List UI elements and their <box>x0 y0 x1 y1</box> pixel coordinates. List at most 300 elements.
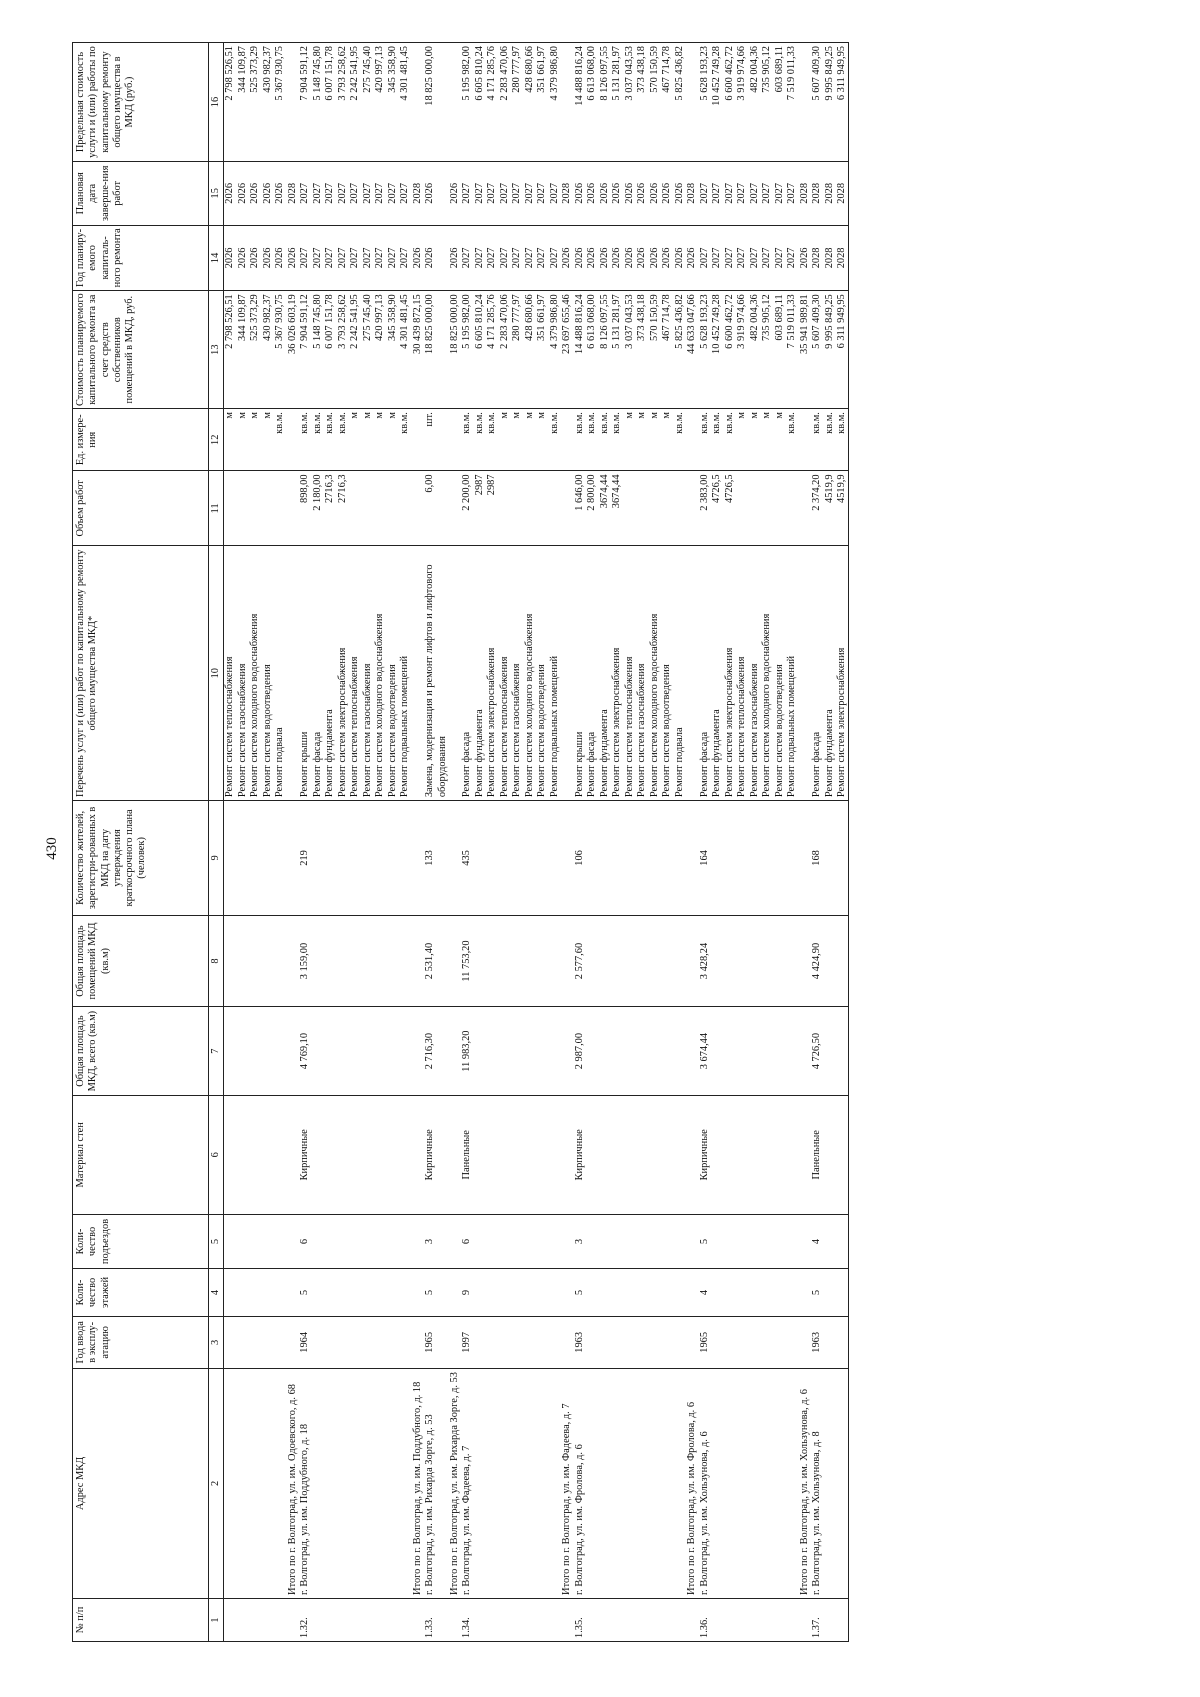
unit-cell: м <box>524 409 536 471</box>
row-index <box>636 1598 648 1641</box>
total-area-cell <box>524 1007 536 1095</box>
volume-cell <box>249 471 261 546</box>
volume-cell: 3674,44 <box>599 471 611 546</box>
planned-year-cell: 2026 <box>799 225 811 291</box>
volume-cell: 6,00 <box>424 471 449 546</box>
row-index <box>499 1598 511 1641</box>
unit-cell: м <box>736 409 748 471</box>
table-row <box>836 43 849 1642</box>
cost-cell: 6 007 151,78 <box>324 291 336 409</box>
unit-cell: м <box>511 409 523 471</box>
row-index <box>649 1598 661 1641</box>
planned-year-cell: 2026 <box>274 225 286 291</box>
floors-cell <box>224 1269 237 1317</box>
column-number: 1 <box>209 1598 224 1641</box>
completion-date-cell: 2026 <box>649 162 661 225</box>
residents-cell <box>561 801 573 915</box>
unit-cell: кв.м. <box>399 409 411 471</box>
premises-area-cell <box>649 915 661 1007</box>
residents-cell <box>624 801 636 915</box>
work-type-cell: Ремонт фундамента <box>711 546 723 801</box>
address-cell <box>362 1368 374 1598</box>
floors-cell <box>486 1269 498 1317</box>
total-area-cell <box>799 1007 811 1095</box>
entrances-cell <box>249 1214 261 1268</box>
total-area-cell <box>786 1007 798 1095</box>
entrances-cell <box>724 1214 736 1268</box>
residents-cell <box>824 801 836 915</box>
cost-cell: 5 628 193,23 <box>699 291 711 409</box>
work-type-cell: Ремонт систем холодного водоснабжения <box>249 546 261 801</box>
completion-date-cell: 2027 <box>374 162 386 225</box>
unit-cell: кв.м. <box>549 409 561 471</box>
row-index <box>362 1598 374 1641</box>
work-type-cell: Ремонт систем электроснабжения <box>836 546 849 801</box>
planned-year-cell: 2026 <box>287 225 299 291</box>
premises-area-cell <box>349 915 361 1007</box>
floors-cell <box>536 1269 548 1317</box>
table-row <box>474 43 486 1642</box>
floors-cell <box>249 1269 261 1317</box>
row-index <box>274 1598 286 1641</box>
table-row <box>586 43 598 1642</box>
floors-cell <box>586 1269 598 1317</box>
table-row <box>299 43 311 1642</box>
year-cell <box>536 1316 548 1368</box>
unit-cell <box>561 409 573 471</box>
residents-cell <box>324 801 336 915</box>
work-type-cell <box>412 546 424 801</box>
column-number: 5 <box>209 1214 224 1268</box>
planned-year-cell: 2026 <box>674 225 686 291</box>
unit-cell <box>449 409 461 471</box>
premises-area-cell <box>399 915 411 1007</box>
work-type-cell <box>686 546 698 801</box>
column-number: 4 <box>209 1269 224 1317</box>
table-row <box>349 43 361 1642</box>
limit-cost-cell <box>799 43 811 162</box>
planned-year-cell: 2027 <box>724 225 736 291</box>
entrances-cell <box>362 1214 374 1268</box>
year-cell <box>486 1316 498 1368</box>
limit-cost-cell: 7 519 011,33 <box>786 43 798 162</box>
floors-cell <box>799 1269 811 1317</box>
column-header: Объем работ <box>73 471 209 546</box>
column-number: 10 <box>209 546 224 801</box>
wall-material-cell <box>611 1095 623 1214</box>
planned-year-cell: 2027 <box>549 225 561 291</box>
volume-cell: 2 800,00 <box>586 471 598 546</box>
volume-cell <box>387 471 399 546</box>
entrances-cell <box>399 1214 411 1268</box>
unit-cell: кв.м. <box>836 409 849 471</box>
row-index <box>724 1598 736 1641</box>
address-cell <box>324 1368 336 1598</box>
volume-cell: 4726,5 <box>724 471 736 546</box>
wall-material-cell <box>524 1095 536 1214</box>
row-index <box>686 1598 698 1641</box>
entrances-cell <box>736 1214 748 1268</box>
unit-cell: м <box>249 409 261 471</box>
floors-cell <box>549 1269 561 1317</box>
entrances-cell <box>674 1214 686 1268</box>
planned-year-cell: 2026 <box>636 225 648 291</box>
premises-area-cell <box>549 915 561 1007</box>
table-row <box>287 43 299 1642</box>
total-area-cell <box>474 1007 486 1095</box>
volume-cell <box>649 471 661 546</box>
wall-material-cell <box>786 1095 798 1214</box>
completion-date-cell: 2026 <box>661 162 673 225</box>
completion-date-cell: 2027 <box>786 162 798 225</box>
column-number: 13 <box>209 291 224 409</box>
wall-material-cell <box>724 1095 736 1214</box>
cost-cell: 35 941 989,81 <box>799 291 811 409</box>
table-row <box>412 43 424 1642</box>
premises-area-cell <box>661 915 673 1007</box>
completion-date-cell: 2028 <box>811 162 823 225</box>
residents-cell <box>312 801 324 915</box>
residents-cell <box>362 801 374 915</box>
premises-area-cell <box>262 915 274 1007</box>
planned-year-cell: 2028 <box>824 225 836 291</box>
unit-cell: кв.м. <box>274 409 286 471</box>
wall-material-cell <box>486 1095 498 1214</box>
work-type-cell: Ремонт систем водоотведения <box>774 546 786 801</box>
year-cell <box>287 1316 299 1368</box>
cost-cell: 3 793 258,62 <box>337 291 349 409</box>
address-cell <box>611 1368 623 1598</box>
total-area-cell <box>611 1007 623 1095</box>
entrances-cell <box>761 1214 773 1268</box>
total-area-cell <box>387 1007 399 1095</box>
limit-cost-cell: 14 488 816,24 <box>574 43 586 162</box>
address-cell: Итого по г. Волгоград, ул. им. Фролова, д. 6 <box>686 1368 698 1598</box>
cost-cell: 280 777,97 <box>511 291 523 409</box>
year-cell <box>362 1316 374 1368</box>
volume-cell <box>536 471 548 546</box>
table-row <box>611 43 623 1642</box>
work-type-cell: Ремонт подвальных помещений <box>549 546 561 801</box>
planned-year-cell: 2027 <box>399 225 411 291</box>
total-area-cell <box>599 1007 611 1095</box>
limit-cost-cell <box>561 43 573 162</box>
work-type-cell: Ремонт систем теплоснабжения <box>349 546 361 801</box>
volume-cell <box>761 471 773 546</box>
entrances-cell <box>536 1214 548 1268</box>
completion-date-cell: 2027 <box>324 162 336 225</box>
column-number: 2 <box>209 1368 224 1598</box>
planned-year-cell: 2027 <box>387 225 399 291</box>
volume-cell <box>449 471 461 546</box>
completion-date-cell: 2027 <box>362 162 374 225</box>
work-type-cell: Ремонт систем холодного водоснабжения <box>374 546 386 801</box>
unit-cell: шт. <box>424 409 449 471</box>
floors-cell <box>312 1269 324 1317</box>
unit-cell: м <box>661 409 673 471</box>
wall-material-cell <box>337 1095 349 1214</box>
wall-material-cell <box>349 1095 361 1214</box>
total-area-cell <box>312 1007 324 1095</box>
limit-cost-cell: 4 171 285,76 <box>486 43 498 162</box>
wall-material-cell <box>536 1095 548 1214</box>
unit-cell: кв.м. <box>461 409 473 471</box>
completion-date-cell: 2026 <box>599 162 611 225</box>
year-cell <box>774 1316 786 1368</box>
limit-cost-cell: 344 109,87 <box>237 43 249 162</box>
total-area-cell <box>324 1007 336 1095</box>
entrances-cell <box>549 1214 561 1268</box>
volume-cell: 2716,3 <box>337 471 349 546</box>
table-row <box>674 43 686 1642</box>
work-type-cell: Ремонт систем электроснабжения <box>486 546 498 801</box>
wall-material-cell <box>412 1095 424 1214</box>
table-row <box>649 43 661 1642</box>
table-row <box>424 43 449 1642</box>
entrances-cell <box>799 1214 811 1268</box>
work-type-cell: Ремонт систем теплоснабжения <box>499 546 511 801</box>
row-index: 1.33. <box>424 1598 449 1641</box>
total-area-cell: 2 716,30 <box>424 1007 449 1095</box>
wall-material-cell <box>499 1095 511 1214</box>
volume-cell <box>661 471 673 546</box>
year-cell <box>786 1316 798 1368</box>
total-area-cell <box>412 1007 424 1095</box>
total-area-cell <box>824 1007 836 1095</box>
column-number: 3 <box>209 1316 224 1368</box>
column-number: 8 <box>209 915 224 1007</box>
wall-material-cell: Кирпичные <box>574 1095 586 1214</box>
total-area-cell: 4 726,50 <box>811 1007 823 1095</box>
wall-material-cell <box>274 1095 286 1214</box>
residents-cell <box>237 801 249 915</box>
unit-cell: м <box>536 409 548 471</box>
volume-cell <box>561 471 573 546</box>
floors-cell <box>824 1269 836 1317</box>
cost-cell: 430 982,37 <box>262 291 274 409</box>
table-row <box>237 43 249 1642</box>
table-row <box>324 43 336 1642</box>
address-cell: г. Волгоград, ул. им. Рихарда Зорге, д. 53 <box>424 1368 449 1598</box>
volume-cell <box>786 471 798 546</box>
cost-cell: 6 605 810,24 <box>474 291 486 409</box>
address-cell: г. Волгоград, ул. им. Фролова, д. 6 <box>574 1368 586 1598</box>
wall-material-cell <box>549 1095 561 1214</box>
volume-cell: 4519,9 <box>824 471 836 546</box>
planned-year-cell: 2027 <box>749 225 761 291</box>
entrances-cell <box>561 1214 573 1268</box>
completion-date-cell: 2026 <box>224 162 237 225</box>
completion-date-cell: 2027 <box>337 162 349 225</box>
address-cell <box>786 1368 798 1598</box>
unit-cell: м <box>624 409 636 471</box>
year-cell <box>274 1316 286 1368</box>
residents-cell <box>337 801 349 915</box>
year-cell <box>824 1316 836 1368</box>
residents-cell <box>449 801 461 915</box>
floors-cell: 5 <box>574 1269 586 1317</box>
address-cell: г. Волгоград, ул. им. Поддубного, д. 18 <box>299 1368 311 1598</box>
residents-cell <box>549 801 561 915</box>
cost-cell: 570 150,59 <box>649 291 661 409</box>
floors-cell <box>324 1269 336 1317</box>
limit-cost-cell: 5 607 409,30 <box>811 43 823 162</box>
table-row <box>574 43 586 1642</box>
address-cell <box>724 1368 736 1598</box>
column-number: 7 <box>209 1007 224 1095</box>
volume-cell <box>636 471 648 546</box>
total-area-cell <box>624 1007 636 1095</box>
premises-area-cell: 2 531,40 <box>424 915 449 1007</box>
unit-cell <box>799 409 811 471</box>
wall-material-cell: Кирпичные <box>299 1095 311 1214</box>
cost-cell: 373 438,18 <box>636 291 648 409</box>
floors-cell <box>611 1269 623 1317</box>
completion-date-cell: 2027 <box>524 162 536 225</box>
completion-date-cell: 2026 <box>624 162 636 225</box>
premises-area-cell <box>824 915 836 1007</box>
wall-material-cell <box>362 1095 374 1214</box>
limit-cost-cell: 5 628 193,23 <box>699 43 711 162</box>
row-index <box>586 1598 598 1641</box>
address-cell <box>774 1368 786 1598</box>
address-cell <box>337 1368 349 1598</box>
residents-cell <box>511 801 523 915</box>
cost-cell: 5 131 281,97 <box>611 291 623 409</box>
work-type-cell: Ремонт систем газоснабжения <box>749 546 761 801</box>
completion-date-cell: 2028 <box>412 162 424 225</box>
table-row <box>249 43 261 1642</box>
volume-cell <box>799 471 811 546</box>
row-index <box>674 1598 686 1641</box>
wall-material-cell <box>324 1095 336 1214</box>
row-index <box>761 1598 773 1641</box>
premises-area-cell: 11 753,20 <box>461 915 473 1007</box>
unit-cell: кв.м. <box>586 409 598 471</box>
cost-cell: 10 452 749,28 <box>711 291 723 409</box>
residents-cell <box>749 801 761 915</box>
table-row <box>399 43 411 1642</box>
row-index: 1.35. <box>574 1598 586 1641</box>
limit-cost-cell: 2 283 470,06 <box>499 43 511 162</box>
row-index <box>799 1598 811 1641</box>
planned-year-cell: 2027 <box>324 225 336 291</box>
limit-cost-cell: 373 438,18 <box>636 43 648 162</box>
unit-cell: кв.м. <box>312 409 324 471</box>
unit-cell <box>686 409 698 471</box>
column-header: Стоимость планируемого капитального ремонта за счет средств собственников помещений в МКД, руб. <box>73 291 209 409</box>
entrances-cell: 6 <box>299 1214 311 1268</box>
planned-year-cell: 2027 <box>699 225 711 291</box>
floors-cell <box>711 1269 723 1317</box>
residents-cell <box>224 801 237 915</box>
premises-area-cell <box>499 915 511 1007</box>
residents-cell <box>499 801 511 915</box>
column-header: Год планиру-емого капиталь-ного ремонта <box>73 225 209 291</box>
residents-cell: 133 <box>424 801 449 915</box>
cost-cell: 603 689,11 <box>774 291 786 409</box>
year-cell <box>237 1316 249 1368</box>
volume-cell: 2 383,00 <box>699 471 711 546</box>
address-cell: г. Волгоград, ул. им. Фадеева, д. 7 <box>461 1368 473 1598</box>
limit-cost-cell: 3 037 043,53 <box>624 43 636 162</box>
premises-area-cell <box>524 915 536 1007</box>
residents-cell <box>611 801 623 915</box>
address-cell <box>824 1368 836 1598</box>
entrances-cell <box>287 1214 299 1268</box>
planned-year-cell: 2027 <box>362 225 374 291</box>
residents-cell <box>674 801 686 915</box>
volume-cell: 2716,3 <box>324 471 336 546</box>
volume-cell <box>374 471 386 546</box>
volume-cell <box>399 471 411 546</box>
limit-cost-cell: 351 661,97 <box>536 43 548 162</box>
table-row <box>661 43 673 1642</box>
residents-cell: 435 <box>461 801 473 915</box>
planned-year-cell: 2026 <box>237 225 249 291</box>
work-type-cell: Ремонт систем теплоснабжения <box>736 546 748 801</box>
volume-cell <box>511 471 523 546</box>
floors-cell <box>836 1269 849 1317</box>
limit-cost-cell: 7 904 591,12 <box>299 43 311 162</box>
year-cell <box>249 1316 261 1368</box>
floors-cell <box>387 1269 399 1317</box>
address-cell: Итого по г. Волгоград, ул. им. Хользунова, д. 6 <box>799 1368 811 1598</box>
entrances-cell <box>611 1214 623 1268</box>
floors-cell <box>661 1269 673 1317</box>
year-cell <box>499 1316 511 1368</box>
premises-area-cell <box>736 915 748 1007</box>
completion-date-cell: 2026 <box>424 162 449 225</box>
planned-year-cell: 2027 <box>736 225 748 291</box>
table-row <box>274 43 286 1642</box>
work-type-cell: Ремонт систем холодного водоснабжения <box>524 546 536 801</box>
premises-area-cell <box>324 915 336 1007</box>
wall-material-cell <box>249 1095 261 1214</box>
work-type-cell: Ремонт крыши <box>299 546 311 801</box>
row-index <box>374 1598 386 1641</box>
completion-date-cell: 2026 <box>574 162 586 225</box>
total-area-cell <box>499 1007 511 1095</box>
work-type-cell: Ремонт систем электроснабжения <box>611 546 623 801</box>
column-header: Общая площадь помещений МКД (кв.м) <box>73 915 209 1007</box>
cost-cell: 2 242 541,95 <box>349 291 361 409</box>
floors-cell <box>624 1269 636 1317</box>
row-index <box>661 1598 673 1641</box>
limit-cost-cell: 3 793 258,62 <box>337 43 349 162</box>
cost-cell: 18 825 000,00 <box>449 291 461 409</box>
year-cell <box>586 1316 598 1368</box>
row-index <box>237 1598 249 1641</box>
column-header: Количество жителей, зарегистри-рованных в МКД на дату утверждения краткосрочного плана (человек) <box>73 801 209 915</box>
address-cell <box>636 1368 648 1598</box>
work-type-cell: Ремонт фасада <box>811 546 823 801</box>
column-number: 6 <box>209 1095 224 1214</box>
address-cell <box>387 1368 399 1598</box>
column-header: № п/п <box>73 1598 209 1641</box>
table-row <box>312 43 324 1642</box>
planned-year-cell: 2027 <box>312 225 324 291</box>
column-header: Год ввода в эксплу-атацию <box>73 1316 209 1368</box>
cost-cell: 5 367 930,75 <box>274 291 286 409</box>
residents-cell <box>374 801 386 915</box>
year-cell <box>312 1316 324 1368</box>
entrances-cell: 6 <box>461 1214 473 1268</box>
total-area-cell <box>337 1007 349 1095</box>
year-cell <box>724 1316 736 1368</box>
address-cell <box>736 1368 748 1598</box>
wall-material-cell: Кирпичные <box>699 1095 711 1214</box>
